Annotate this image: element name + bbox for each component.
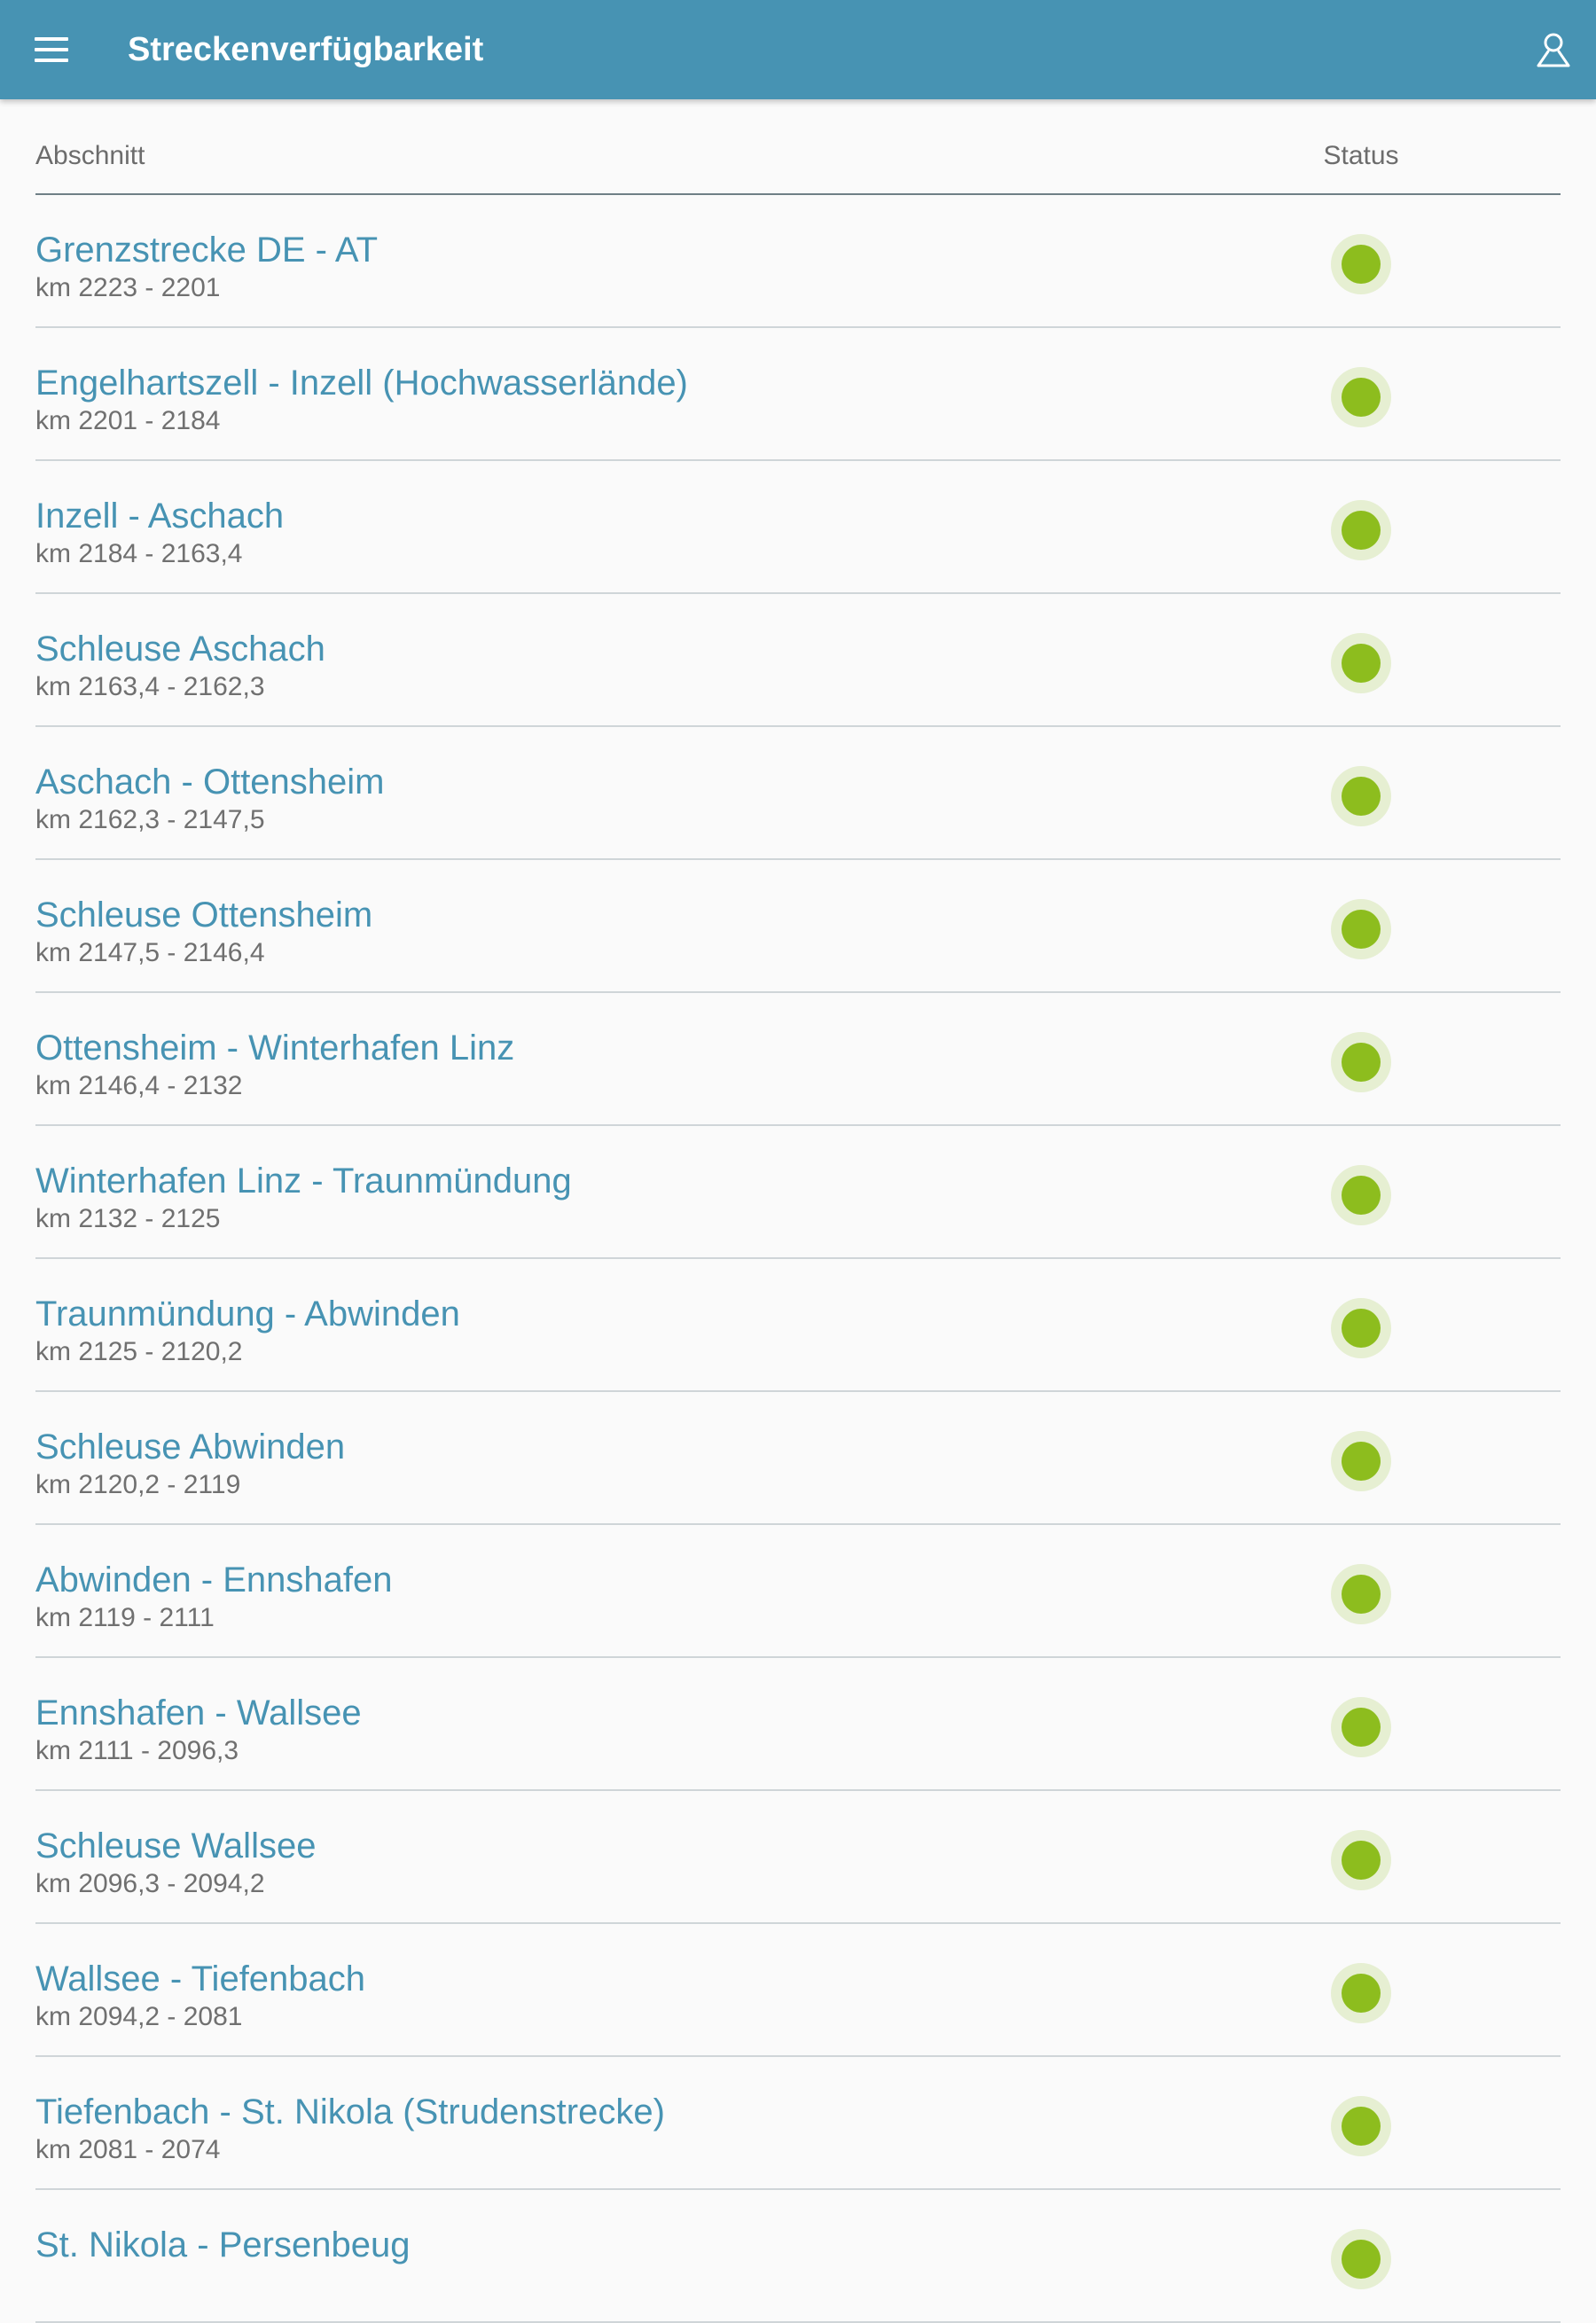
column-header-status: Status (1323, 141, 1399, 170)
status-cell (1286, 461, 1436, 594)
status-cell (1286, 594, 1436, 727)
section-km-range: km 2147,5 - 2146,4 (35, 938, 265, 967)
section-name-link[interactable]: Inzell - Aschach (35, 497, 285, 536)
page-title: Streckenverfügbarkeit (128, 31, 484, 68)
status-cell (1286, 993, 1436, 1126)
table-row[interactable] (35, 1791, 1561, 1924)
table-row[interactable] (35, 993, 1561, 1126)
section-name-link[interactable]: Schleuse Ottensheim (35, 896, 373, 935)
app-bar (0, 0, 1596, 99)
status-available-indicator (1331, 1165, 1391, 1225)
menu-icon (35, 37, 68, 62)
section-km-range: km 2132 - 2125 (35, 1204, 221, 1233)
status-available-indicator (1331, 1298, 1391, 1358)
status-available-indicator (1331, 1963, 1391, 2023)
status-available-indicator (1331, 1697, 1391, 1757)
table-row[interactable] (35, 1126, 1561, 1259)
table-row[interactable] (35, 1392, 1561, 1525)
account-button[interactable] (1527, 23, 1580, 76)
section-km-range: km 2146,4 - 2132 (35, 1071, 243, 1100)
table-row[interactable] (35, 2190, 1561, 2323)
status-available-indicator (1331, 2096, 1391, 2156)
table-row[interactable] (35, 195, 1561, 328)
section-km-range: km 2111 - 2096,3 (35, 1736, 239, 1765)
column-header-section: Abschnitt (35, 141, 145, 170)
table-row[interactable] (35, 1259, 1561, 1392)
status-cell (1286, 1525, 1436, 1658)
section-name-link[interactable]: Schleuse Wallsee (35, 1826, 317, 1865)
status-available-indicator (1331, 633, 1391, 693)
status-cell (1286, 860, 1436, 993)
section-name-link[interactable]: Winterhafen Linz - Traunmündung (35, 1162, 572, 1201)
section-km-range: km 2162,3 - 2147,5 (35, 805, 265, 834)
status-available-indicator (1331, 1830, 1391, 1890)
status-cell (1286, 2190, 1436, 2323)
account-icon (1534, 30, 1573, 69)
section-km-range: km 2120,2 - 2119 (35, 1470, 241, 1499)
section-name-link[interactable]: Tiefenbach - St. Nikola (Strudenstrecke) (35, 2092, 665, 2131)
status-available-indicator (1331, 899, 1391, 959)
status-cell (1286, 328, 1436, 461)
table-row[interactable] (35, 1525, 1561, 1658)
status-available-indicator (1331, 1564, 1391, 1624)
section-km-range: km 2094,2 - 2081 (35, 2002, 243, 2031)
status-available-indicator (1331, 766, 1391, 826)
section-km-range: km 2081 - 2074 (35, 2135, 221, 2164)
section-km-range: km 2125 - 2120,2 (35, 1337, 243, 1366)
status-cell (1286, 1924, 1436, 2057)
status-cell (1286, 727, 1436, 860)
status-available-indicator (1331, 367, 1391, 427)
section-name-link[interactable]: St. Nikola - Persenbeug (35, 2225, 411, 2264)
table-body (35, 195, 1561, 2323)
status-available-indicator (1331, 2229, 1391, 2289)
status-cell (1286, 195, 1436, 328)
section-name-link[interactable]: Grenzstrecke DE - AT (35, 231, 379, 270)
status-cell (1286, 1126, 1436, 1259)
table-row[interactable] (35, 860, 1561, 993)
status-available-indicator (1331, 1431, 1391, 1491)
table-row[interactable] (35, 461, 1561, 594)
status-cell (1286, 1259, 1436, 1392)
status-cell (1286, 1791, 1436, 1924)
menu-button[interactable] (25, 23, 78, 76)
table-row[interactable] (35, 328, 1561, 461)
status-available-indicator (1331, 234, 1391, 294)
section-km-range: km 2096,3 - 2094,2 (35, 1869, 265, 1898)
section-name-link[interactable]: Schleuse Aschach (35, 630, 325, 669)
section-name-link[interactable]: Schleuse Abwinden (35, 1427, 346, 1467)
table-row[interactable] (35, 1924, 1561, 2057)
section-name-link[interactable]: Wallsee - Tiefenbach (35, 1959, 366, 1998)
section-name-link[interactable]: Ottensheim - Winterhafen Linz (35, 1029, 515, 1068)
section-km-range: km 2163,4 - 2162,3 (35, 672, 265, 701)
table-row[interactable] (35, 1658, 1561, 1791)
section-name-link[interactable]: Ennshafen - Wallsee (35, 1693, 362, 1732)
status-available-indicator (1331, 1032, 1391, 1092)
status-available-indicator (1331, 500, 1391, 560)
status-cell (1286, 1658, 1436, 1791)
status-cell (1286, 1392, 1436, 1525)
status-cell (1286, 2057, 1436, 2190)
table-header (35, 99, 1561, 195)
availability-table (35, 99, 1561, 2323)
section-name-link[interactable]: Aschach - Ottensheim (35, 763, 385, 802)
table-row[interactable] (35, 594, 1561, 727)
section-km-range: km 2223 - 2201 (35, 273, 221, 302)
table-row[interactable] (35, 2057, 1561, 2190)
section-km-range: km 2184 - 2163,4 (35, 539, 243, 568)
section-name-link[interactable]: Traunmündung - Abwinden (35, 1294, 460, 1334)
table-row[interactable] (35, 727, 1561, 860)
section-km-range: km 2201 - 2184 (35, 406, 221, 435)
section-name-link[interactable]: Abwinden - Ennshafen (35, 1560, 393, 1600)
section-km-range: km 2119 - 2111 (35, 1603, 215, 1632)
section-name-link[interactable]: Engelhartszell - Inzell (Hochwasserlände) (35, 364, 688, 403)
